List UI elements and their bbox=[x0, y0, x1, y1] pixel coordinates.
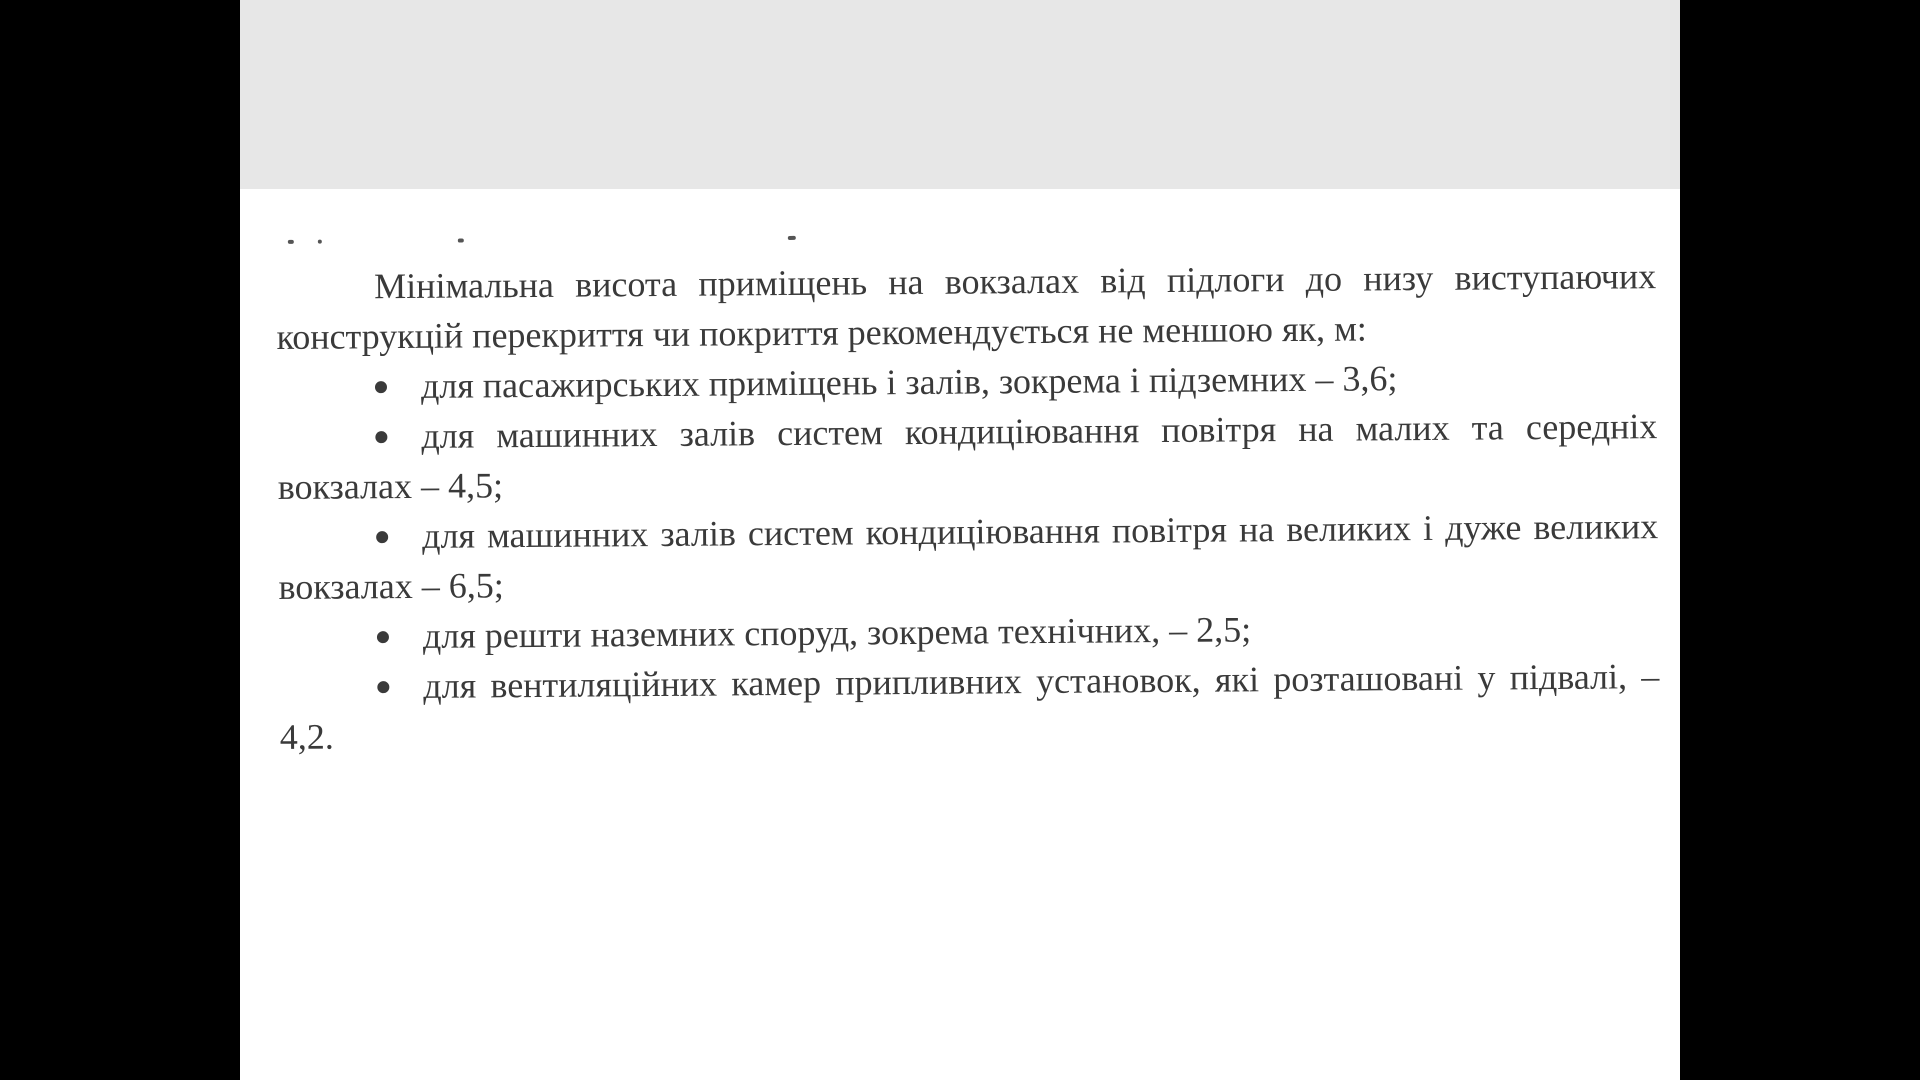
bullet-dot-icon bbox=[376, 531, 388, 543]
bullet-text: для машинних залів систем кондиціювання повітря на великих і дуже великих вокзалах – 6,5; bbox=[278, 506, 1659, 607]
bullet-dot-icon bbox=[377, 631, 389, 643]
cropped-previous-line-fragment bbox=[288, 235, 888, 250]
bullet-dot-icon bbox=[375, 381, 387, 393]
intro-paragraph: Мінімальна висота приміщень на вокзалах від підлоги до низу виступаючих конструкцій перекриття чи покриття рекомендується не меншою як, м: bbox=[276, 256, 1657, 357]
bullet-item bbox=[277, 401, 1658, 512]
slide bbox=[240, 0, 1680, 1080]
bullet-dot-icon bbox=[377, 681, 389, 693]
bullet-dot-icon bbox=[375, 431, 387, 443]
bullet-text: для пасажирських приміщень і залів, зокрема і підземних – 3,6; bbox=[420, 358, 1398, 406]
bullet-text: для решти наземних споруд, зокрема технічних, – 2,5; bbox=[422, 609, 1252, 656]
bullet-text: для машинних залів систем кондиціювання повітря на малих та середніх вокзалах – 4,5; bbox=[277, 406, 1658, 507]
scanned-document-text bbox=[276, 251, 1660, 762]
bullet-text: для вентиляційних камер припливних установок, які розташовані у підвалі, – 4,2. bbox=[279, 656, 1660, 757]
bullet-item bbox=[279, 651, 1660, 762]
bullet-item bbox=[278, 501, 1659, 612]
header-band bbox=[240, 0, 1680, 189]
